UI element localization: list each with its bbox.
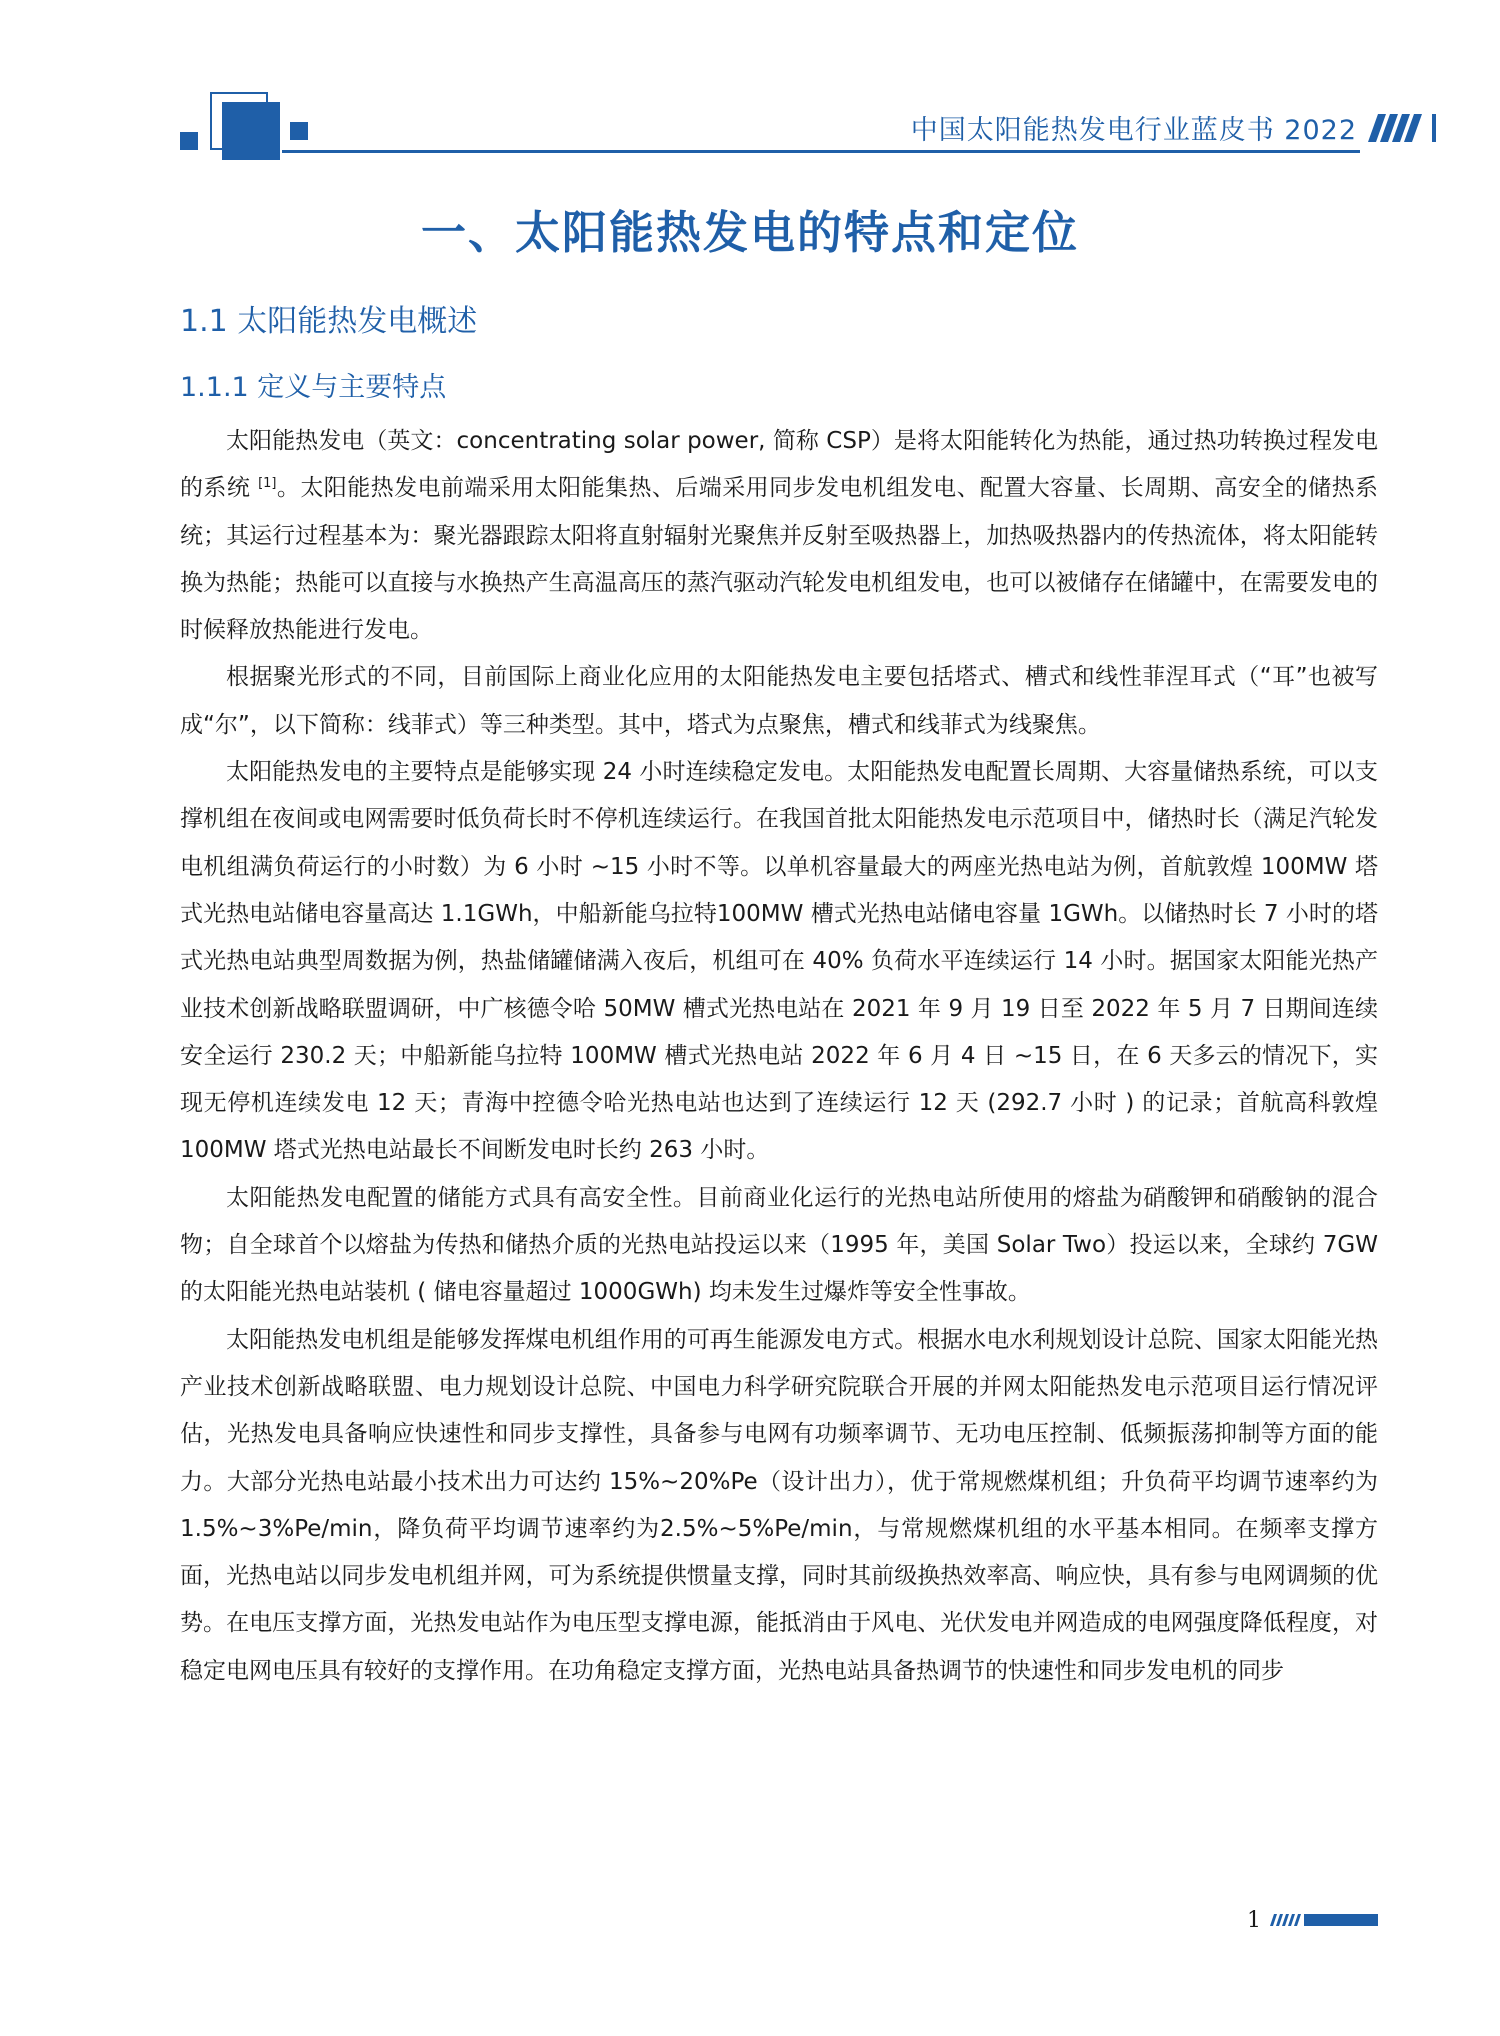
paragraph-2: 根据聚光形式的不同，目前国际上商业化应用的太阳能热发电主要包括塔式、槽式和线性菲涅耳式（“耳”也被写成“尔”，以下简称：线菲式）等三种类型。其中，塔式为点聚焦，槽式和线菲式为线聚焦。 — [180, 664, 1378, 738]
subsection-title: 1.1.1 定义与主要特点 — [180, 372, 447, 403]
page-number: 1 — [1247, 1908, 1261, 1933]
paragraph-5: 太阳能热发电机组是能够发挥煤电机组作用的可再生能源发电方式。根据水电水利规划设计总院、国家太阳能光热产业技术创新战略联盟、电力规划设计总院、中国电力科学研究院联合开展的并网太阳能热发电示范项目运行情况评估，光热发电具备响应快速性和同步支撑性，具备参与电网有功频率调节、无功电压控制、低频振荡抑制等方面的能力。大部分光热电站最小技术出力可达约 15%~20%Pe（设计出力），优于常规燃煤机组；升负荷平均调节速率约为 1.5%~3%Pe/min，降负荷平均调节速率约为2.5%~5%Pe/min，与常规燃煤机组的水平基本相同。在频率支撑方面，光热电站以同步发电机组并网，可为系统提供惯量支撑，同时其前级换热效率高、响应快，具有参与电网调频的优势。在电压支撑方面，光热发电站作为电压型支撑电源，能抵消由于风电、光伏发电并网造成的电网强度降低程度，对稳定电网电压具有较好的支撑作用。在功角稳定支撑方面，光热电站具备热调节的快速性和同步发电机的同步 — [180, 1326, 1378, 1684]
citation-ref: [1] — [258, 476, 277, 492]
chapter-title: 一、太阳能热发电的特点和定位 — [420, 206, 1079, 259]
paragraph-3: 太阳能热发电的主要特点是能够实现 24 小时连续稳定发电。太阳能热发电配置长周期、大容量储热系统，可以支撑机组在夜间或电网需要时低负荷长时不停机连续运行。在我国首批太阳能热发电示范项目中，储热时长（满足汽轮发电机组满负荷运行的小时数）为 6 小时 ~15 小时不等。以单机容量最大的两座光热电站为例，首航敦煌 100MW 塔式光热电站储电容量高达 1.1GWh，中船新能乌拉特100MW 槽式光热电站储电容量 1GWh。以储热时长 7 小时的塔式光热电站典型周数据为例，热盐储罐储满入夜后，机组可在 40% 负荷水平连续运行 14 小时。据国家太阳能光热产业技术创新战略联盟调研，中广核德令哈 50MW 槽式光热电站在 2021 年 9 月 19 日至 2022 年 5 月 7 日期间连续安全运行 230.2 天；中船新能乌拉特 100MW 槽式光热电站 2022 年 6 月 4 日 ~15 日，在 6 天多云的情况下，实现无停机连续发电 12 天；青海中控德令哈光热电站也达到了连续运行 12 天 (292.7 小时 ) 的记录；首航高科敦煌100MW 塔式光热电站最长不间断发电时长约 263 小时。 — [180, 759, 1378, 1164]
header-book-title: 中国太阳能热发电行业蓝皮书 2022 — [910, 115, 1357, 146]
paragraph-1: 太阳能热发电（英文：concentrating solar power, 简称 CSP）是将太阳能转化为热能，通过热功转换过程发电的系统 [1]。太阳能热发电前端采用太阳能集热、后端采用同步发电机组发电、配置大容量、长周期、高安全的储热系统；其运行过程基本为：聚光器跟踪太阳将直射辐射光聚焦并反射至吸热器上，加热吸热器内的传热流体，将太阳能转换为热能；热能可以直接与水换热产生高温高压的蒸汽驱动汽轮发电机组发电，也可以被储存在储罐中，在需要发电的时候释放热能进行发电。 — [180, 428, 1379, 644]
body-text — [180, 418, 1378, 1695]
section-title: 1.1 太阳能热发电概述 — [180, 304, 478, 339]
header-rule — [282, 150, 1360, 153]
header-slash-decoration-icon — [1360, 114, 1440, 142]
footer-stripe-decoration-icon — [1270, 1910, 1380, 1930]
paragraph-4: 太阳能热发电配置的储能方式具有高安全性。目前商业化运行的光热电站所使用的熔盐为硝酸钾和硝酸钠的混合物；自全球首个以熔盐为传热和储热介质的光热电站投运以来（1995 年，美国 Solar Two）投运以来，全球约 7GW 的太阳能光热电站装机 ( 储电容量超过 1000GWh) 均未发生过爆炸等安全性事故。 — [180, 1184, 1378, 1306]
